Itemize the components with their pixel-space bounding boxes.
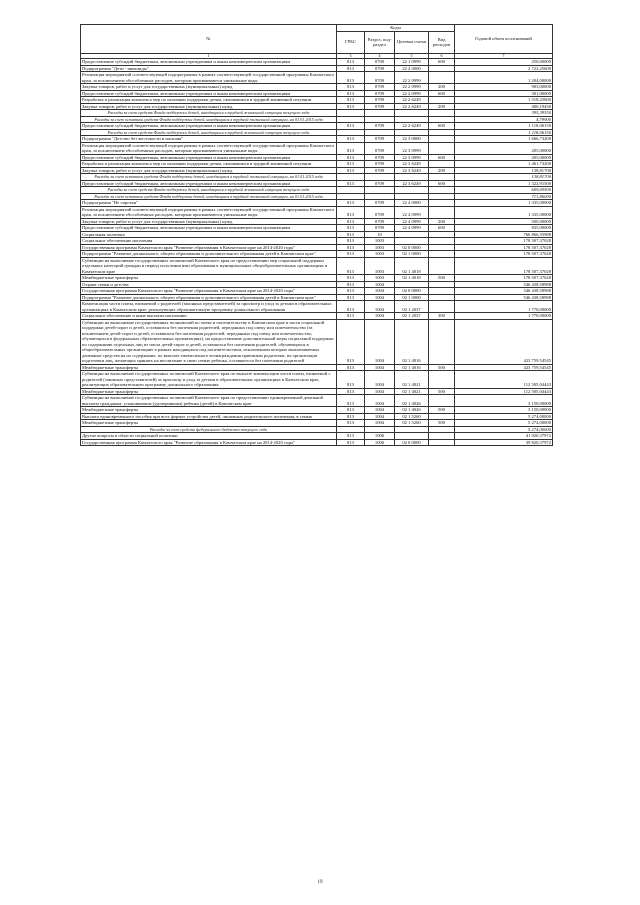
- header-number: №: [81, 25, 337, 54]
- row-vr: 600: [429, 225, 455, 232]
- row-name: Субвенции на выполнение государственных полномочий Камчатского края по выплате компенсации части платы, взимаемой с родителей (законных представителей) за присмотр и уход за детьми в образовательных организациях в Камчатском крае, реализующих образовательную программу дошкольного образования: [81, 371, 337, 389]
- row-grbs: 813: [337, 364, 365, 371]
- row-name: Реализация мероприятий соответствующей подпрограммы в рамках соответствующей государственной программы Камчатского края, за исключением обособленных расходов, которым присваиваются уникальные коды: [81, 206, 337, 218]
- row-name: Социальная политика: [81, 231, 337, 238]
- row-sum: 5 274,00000: [455, 413, 553, 420]
- row-target: 22 2 0999: [395, 72, 429, 84]
- row-vr: 500: [429, 388, 455, 395]
- row-sum: 5 274,00000: [455, 426, 553, 433]
- column-index: 6: [429, 53, 455, 59]
- row-sum: 41 920,37972: [455, 433, 553, 440]
- row-grbs: 813: [337, 154, 365, 161]
- row-name: Расходы за счет остатков средств Фонда поддержки детей, находящихся в трудной жизненной ситуации, на 01.01.2015 года: [81, 193, 337, 200]
- row-section: 1004: [365, 388, 395, 395]
- row-target: 22 1 0999: [395, 59, 429, 66]
- row-vr: 300: [429, 313, 455, 320]
- row-vr: 600: [429, 90, 455, 97]
- column-index: 3: [337, 53, 365, 59]
- row-section: 0709: [365, 97, 395, 104]
- budget-table: [80, 24, 553, 446]
- row-grbs: 813: [337, 161, 365, 168]
- row-vr: [429, 206, 455, 218]
- row-vr: [429, 257, 455, 275]
- row-sum: 1 322,91500: [455, 180, 553, 187]
- row-sum: 546 438,58988: [455, 281, 553, 288]
- row-target: 02 1 4016: [395, 364, 429, 371]
- row-sum: 3 150,00000: [455, 395, 553, 407]
- row-section: 1004: [365, 371, 395, 389]
- row-grbs: 813: [337, 218, 365, 225]
- row-vr: [429, 319, 455, 364]
- row-vr: 600: [429, 180, 455, 187]
- row-sum: 112 505,04443: [455, 371, 553, 389]
- row-sum: 301,00000: [455, 90, 553, 97]
- row-name: Закупка товаров, работ и услуг для государственных (муниципальных) нужд: [81, 218, 337, 225]
- row-vr: 500: [429, 275, 455, 282]
- row-vr: [429, 301, 455, 313]
- row-target: 22 2 0999: [395, 90, 429, 97]
- row-target: 22 4 0999: [395, 218, 429, 225]
- row-grbs: 813: [337, 97, 365, 104]
- row-section: 1006: [365, 439, 395, 446]
- row-name: Межбюджетные трансферты: [81, 388, 337, 395]
- row-name: Расходы за счет средств Фонда поддержки детей, находящихся в трудной жизненной ситуации текущего года: [81, 110, 337, 117]
- row-grbs: 813: [337, 225, 365, 232]
- table-row: [81, 395, 553, 407]
- row-grbs: 813: [337, 244, 365, 251]
- row-grbs: 813: [337, 407, 365, 414]
- row-vr: [429, 439, 455, 446]
- row-grbs: 813: [337, 231, 365, 238]
- row-target: 02 1 5260: [395, 413, 429, 420]
- row-name: Закупка товаров, работ и услуг для государственных (муниципальных) нужд: [81, 84, 337, 91]
- row-name: Реализация мероприятий соответствующей подпрограммы в рамках соответствующей государственной программы Камчатского края, за исключением обособленных расходов, которым присваиваются уникальные коды: [81, 72, 337, 84]
- row-section: 1004: [365, 364, 395, 371]
- row-section: 10: [365, 231, 395, 238]
- row-vr: [429, 371, 455, 389]
- row-name: Подпрограмма "Дети - инвалиды": [81, 65, 337, 72]
- row-name: Межбюджетные трансферты: [81, 420, 337, 427]
- row-section: 0709: [365, 218, 395, 225]
- row-grbs: 813: [337, 371, 365, 389]
- row-target: 22 2 6249: [395, 103, 429, 110]
- table-row: [81, 206, 553, 218]
- column-index: 1: [81, 53, 337, 59]
- row-target: 02 1 5260: [395, 420, 429, 427]
- row-vr: 200: [429, 103, 455, 110]
- row-sum: 903,00000: [455, 84, 553, 91]
- row-name: Предоставление субсидий бюджетным, автономным учреждениям и иным некоммерческим организациям: [81, 59, 337, 66]
- row-target: 02 1 4018: [395, 275, 429, 282]
- row-grbs: 813: [337, 319, 365, 364]
- row-target: 02 0 0000: [395, 244, 429, 251]
- row-name: Субвенции на выполнение государственных полномочий Камчатского края по предоставлению мер социальной поддержки отдельных категорий граждан в период получения ими образования в муниципальных общеобразовательных организациях в Камчатском крае: [81, 257, 337, 275]
- row-name: Субвенции на выполнение государственных полномочий по опеке и попечительству в Камчатском крае в части социальной поддержки детей-сирот и детей, оставшихся без попечения родителей, переданных под опеку или попечительство (за исключением детей-сирот и детей, оставшихся без попечения родителей, переданных под опеку или попечительство, обучающихся в федеральных образовательных организациях), на предоставление дополнительной меры социальной поддержки по содержанию отдельных лиц из числа детей-сирот и детей, оставшихся без попечения родителей, обучающихся в общеобразовательных организациях в рамках находящихся под попечительством, исключением которых выплачиваемых денежные средства на их содержание, по выплате ежемесячного вознаграждения приемным родителям, их организации подготовки лиц, желающих принять на воспитание в свою семью ребенка, оставшегося без попечения родителей: [81, 319, 337, 364]
- row-sum: 138,81700: [455, 174, 553, 181]
- row-name: Расходы за счет средств Фонда поддержки детей, находящихся в трудной жизненной ситуации текущего года: [81, 129, 337, 136]
- row-section: 1004: [365, 407, 395, 414]
- row-vr: 600: [429, 59, 455, 66]
- row-sum: 2 722,25600: [455, 65, 553, 72]
- row-sum: 546 438,58988: [455, 288, 553, 295]
- row-sum: 39 820,37972: [455, 439, 553, 446]
- row-name: Межбюджетные трансферты: [81, 364, 337, 371]
- row-target: 02 1 4018: [395, 257, 429, 275]
- row-section: 0709: [365, 59, 395, 66]
- row-sum: 423 759,54545: [455, 364, 553, 371]
- row-target: 02 1 0000: [395, 251, 429, 258]
- row-sum: 178 507,37028: [455, 238, 553, 245]
- row-target: 22 3 6249: [395, 167, 429, 174]
- row-target: 22 3 0999: [395, 154, 429, 161]
- header-sum: Годовой объем ассигнований: [455, 25, 553, 54]
- row-grbs: 813: [337, 90, 365, 97]
- row-grbs: 813: [337, 65, 365, 72]
- table-row: [81, 439, 553, 446]
- row-sum: 112 505,04443: [455, 388, 553, 395]
- row-sum: 546 438,58988: [455, 294, 553, 301]
- row-target: 22 2 6249: [395, 123, 429, 130]
- row-name: Межбюджетные трансферты: [81, 275, 337, 282]
- row-section: 1003: [365, 244, 395, 251]
- column-index: 4: [365, 53, 395, 59]
- row-name: Предоставление субсидий бюджетным, автономным учреждениям и иным некоммерческим организациям: [81, 123, 337, 130]
- row-sum: 178 507,37028: [455, 251, 553, 258]
- row-sum: 1 770,00000: [455, 301, 553, 313]
- row-name: Субвенции на выполнение государственных полномочий Камчатского края по предоставлению единовременной денежной выплаты гражданам, усыновившим (удочерившим) ребенка (детей) в Камчатском крае: [81, 395, 337, 407]
- row-section: 1004: [365, 413, 395, 420]
- row-vr: 200: [429, 167, 455, 174]
- row-sum: 1 461,73200: [455, 161, 553, 168]
- row-vr: [429, 72, 455, 84]
- row-grbs: 813: [337, 439, 365, 446]
- row-section: 0709: [365, 200, 395, 207]
- row-target: 02 1 0000: [395, 294, 429, 301]
- row-name: Закупка товаров, работ и услуг для государственных (муниципальных) нужд: [81, 167, 337, 174]
- row-grbs: 813: [337, 180, 365, 187]
- row-target: 02 1 4021: [395, 388, 429, 395]
- row-section: 0709: [365, 206, 395, 218]
- row-target: 22 2 6249: [395, 97, 429, 104]
- row-grbs: 813: [337, 288, 365, 295]
- row-name: Охрана семьи и детства: [81, 281, 337, 288]
- row-target: 02 1 4021: [395, 371, 429, 389]
- row-sum: 5 274,00000: [455, 420, 553, 427]
- row-section: 0709: [365, 72, 395, 84]
- row-name: Расходы за счет средств федерального бюджета текущего года: [81, 426, 337, 433]
- header-target: Целевая статья: [395, 31, 429, 53]
- row-grbs: 813: [337, 395, 365, 407]
- header-grbs: ГРБС: [337, 31, 365, 53]
- row-name: Межбюджетные трансферты: [81, 407, 337, 414]
- row-section: 1004: [365, 301, 395, 313]
- row-name: Расходы за счет остатков средств Фонда поддержки детей, находящихся в трудной жизненной ситуации, на 01.01.2015 года: [81, 116, 337, 123]
- row-sum: 1 666,73200: [455, 136, 553, 143]
- row-section: 1004: [365, 395, 395, 407]
- header-codes-group: Коды: [337, 25, 455, 32]
- row-sum: 395,39550: [455, 110, 553, 117]
- row-section: 1003: [365, 257, 395, 275]
- row-name: Реализация мероприятий соответствующей подпрограммы в рамках соответствующей государственной программы Камчатского края, за исключением обособленных расходов, которым присваиваются уникальные коды: [81, 142, 337, 154]
- row-sum: 609,05500: [455, 187, 553, 194]
- row-section: 0709: [365, 142, 395, 154]
- row-section: 0709: [365, 90, 395, 97]
- row-name: Закупка товаров, работ и услуг для государственных (муниципальных) нужд: [81, 103, 337, 110]
- row-vr: 200: [429, 84, 455, 91]
- row-sum: 178 507,37028: [455, 244, 553, 251]
- row-grbs: 813: [337, 59, 365, 66]
- row-section: 0709: [365, 225, 395, 232]
- row-name: Предоставление субсидий бюджетным, автономным учреждениям и иным некоммерческим организациям: [81, 225, 337, 232]
- header-vr: Вид расходов: [429, 31, 455, 53]
- row-sum: 1 335,00000: [455, 206, 553, 218]
- row-section: 0709: [365, 136, 395, 143]
- row-target: 22 2 0999: [395, 84, 429, 91]
- row-sum: 1 204,00000: [455, 72, 553, 84]
- table-row: [81, 319, 553, 364]
- row-grbs: 813: [337, 388, 365, 395]
- row-name: Социальное обеспечение населения: [81, 238, 337, 245]
- row-name: Государственная программа Камчатского края "Развитие образования в Камчатском крае на 2014-2020 годы": [81, 244, 337, 251]
- row-grbs: 813: [337, 313, 365, 320]
- row-name: Выплата единовременного пособия при всех формах устройства детей, лишенных родительского попечения, в семью: [81, 413, 337, 420]
- row-sum: 205,00000: [455, 154, 553, 161]
- row-sum: 1 118,06150: [455, 123, 553, 130]
- row-sum: 1 770,00000: [455, 313, 553, 320]
- table-body: [81, 59, 553, 446]
- row-target: 22 4 0999: [395, 225, 429, 232]
- row-grbs: 813: [337, 167, 365, 174]
- row-sum: 178 507,37028: [455, 257, 553, 275]
- row-section: 1006: [365, 433, 395, 440]
- row-sum: 1 335,00000: [455, 200, 553, 207]
- row-name: Подпрограмма "Развитие дошкольного, общего образования и дополнительного образования детей в Камчатском крае": [81, 294, 337, 301]
- row-sum: 500,00000: [455, 218, 553, 225]
- row-name: Подпрограмма "Развитие дошкольного, общего образования и дополнительного образования детей в Камчатском крае": [81, 251, 337, 258]
- row-section: 0709: [365, 84, 395, 91]
- row-sum: 138,81700: [455, 167, 553, 174]
- row-sum: 178 507,37028: [455, 275, 553, 282]
- row-name: Государственная программа Камчатского края "Развитие образования в Камчатском крае на 2014-2020 годы": [81, 439, 337, 446]
- row-name: Социальное обеспечение и иные выплаты населению: [81, 313, 337, 320]
- row-name: Предоставление субсидий бюджетным, автономным учреждениям и иным некоммерческим организациям: [81, 154, 337, 161]
- row-name: Предоставление субсидий бюджетным, автономным учреждениям и иным некоммерческим организациям: [81, 90, 337, 97]
- row-sum: 423 759,54545: [455, 319, 553, 364]
- row-grbs: 813: [337, 136, 365, 143]
- row-section: 0709: [365, 123, 395, 130]
- row-grbs: 813: [337, 142, 365, 154]
- row-section: 1004: [365, 420, 395, 427]
- row-name: Государственная программа Камчатского края "Развитие образования в Камчатском крае на 2014-2020 годы": [81, 288, 337, 295]
- row-vr: [429, 142, 455, 154]
- row-section: 1004: [365, 313, 395, 320]
- row-vr: [429, 395, 455, 407]
- row-sum: 713,86000: [455, 193, 553, 200]
- row-target: 02 0 0000: [395, 439, 429, 446]
- row-grbs: 813: [337, 84, 365, 91]
- row-grbs: 813: [337, 238, 365, 245]
- row-grbs: 813: [337, 275, 365, 282]
- table-header: [81, 25, 553, 59]
- row-vr: 600: [429, 154, 455, 161]
- row-section: 0709: [365, 161, 395, 168]
- row-grbs: 813: [337, 251, 365, 258]
- row-section: 0709: [365, 167, 395, 174]
- row-section: 1003: [365, 238, 395, 245]
- row-target: 02 1 4016: [395, 319, 429, 364]
- row-target: 02 1 4026: [395, 395, 429, 407]
- row-grbs: 813: [337, 200, 365, 207]
- row-grbs: 813: [337, 72, 365, 84]
- table-row: [81, 72, 553, 84]
- row-vr: 500: [429, 364, 455, 371]
- row-target: 02 1 2037: [395, 301, 429, 313]
- row-name: Разработка и реализация комплекса мер по оказанию поддержки детям, оказавшимся в трудной жизненной ситуации: [81, 161, 337, 168]
- row-name: Расходы за счет средств Фонда поддержки детей, находящихся в трудной жизненной ситуации текущего года: [81, 187, 337, 194]
- row-grbs: 813: [337, 257, 365, 275]
- row-vr: 500: [429, 407, 455, 414]
- column-index: 5: [395, 53, 429, 59]
- row-sum: 766 866,55988: [455, 231, 553, 238]
- row-name: Компенсация части платы, взимаемой с родителей (законных представителей) за присмотр и уход за детьми в образовательных организациях в Камчатском крае, реализующих образовательную программу дошкольного образования: [81, 301, 337, 313]
- row-target: 22 2 0000: [395, 65, 429, 72]
- table-row: [81, 301, 553, 313]
- row-section: 1004: [365, 281, 395, 288]
- row-vr: 600: [429, 123, 455, 130]
- row-section: 1004: [365, 288, 395, 295]
- row-name: Подпрограмма "Детство без жестокости и насилия": [81, 136, 337, 143]
- row-name: Предоставление субсидий бюджетным, автономным учреждениям и иным некоммерческим организациям: [81, 180, 337, 187]
- row-section: 0709: [365, 180, 395, 187]
- row-grbs: 813: [337, 281, 365, 288]
- row-sum: 1 518,25600: [455, 97, 553, 104]
- row-target: 02 1 2037: [395, 313, 429, 320]
- row-sum: 400,19450: [455, 103, 553, 110]
- row-grbs: 813: [337, 206, 365, 218]
- row-sum: 205,00000: [455, 142, 553, 154]
- row-target: 22 4 0000: [395, 200, 429, 207]
- row-name: Разработка и реализация комплекса мер по оказанию поддержки детям, оказавшимся в трудной жизненной ситуации: [81, 97, 337, 104]
- table-row: [81, 142, 553, 154]
- row-section: 1003: [365, 251, 395, 258]
- row-target: 02 0 0000: [395, 288, 429, 295]
- row-grbs: 813: [337, 294, 365, 301]
- column-index: 7: [455, 53, 553, 59]
- row-vr: 500: [429, 420, 455, 427]
- row-sum: 4,79900: [455, 116, 553, 123]
- row-section: 1004: [365, 319, 395, 364]
- row-section: 0709: [365, 103, 395, 110]
- row-name: Подпрограмма "Не сиротки": [81, 200, 337, 207]
- row-sum: 835,00000: [455, 225, 553, 232]
- row-section: 1004: [365, 294, 395, 301]
- row-section: 1003: [365, 275, 395, 282]
- row-target: 22 3 6249: [395, 180, 429, 187]
- table-row: [81, 371, 553, 389]
- row-grbs: 813: [337, 420, 365, 427]
- row-section: 0709: [365, 154, 395, 161]
- row-target: 22 3 0000: [395, 136, 429, 143]
- row-vr: 200: [429, 218, 455, 225]
- row-target: 02 1 4026: [395, 407, 429, 414]
- row-sum: 250,00000: [455, 59, 553, 66]
- row-grbs: 813: [337, 123, 365, 130]
- row-sum: 3 150,00000: [455, 407, 553, 414]
- row-sum: 1 118,06150: [455, 129, 553, 136]
- page-number: 19: [317, 880, 323, 885]
- row-target: 22 4 0999: [395, 206, 429, 218]
- header-section: Раздел, под-раздел: [365, 31, 395, 53]
- row-grbs: 813: [337, 103, 365, 110]
- row-name: Другие вопросы в области социальной политики: [81, 433, 337, 440]
- row-section: 0709: [365, 65, 395, 72]
- row-grbs: 813: [337, 301, 365, 313]
- table-row: [81, 257, 553, 275]
- row-target: 22 3 0999: [395, 142, 429, 154]
- row-name: Расходы за счет остатков средств Фонда поддержки детей, находящихся в трудной жизненной ситуации, на 01.01.2015 года: [81, 174, 337, 181]
- row-grbs: 813: [337, 433, 365, 440]
- row-target: 22 3 6249: [395, 161, 429, 168]
- row-grbs: 813: [337, 413, 365, 420]
